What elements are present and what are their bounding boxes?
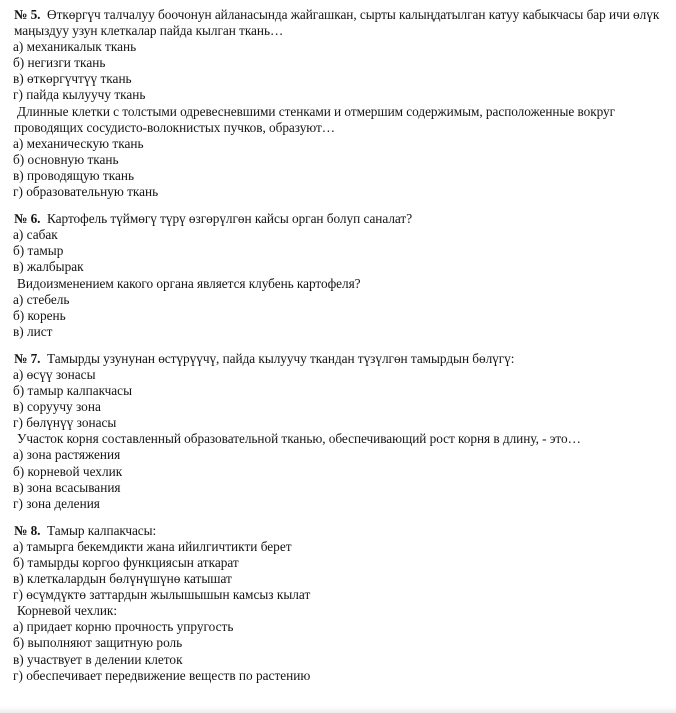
- question-5: [12, 7, 666, 200]
- question-5-kg-option-a: а) механикалык ткань: [13, 39, 137, 55]
- question-8-ru-option-d: г) обеспечивает передвижение веществ по растению: [13, 667, 311, 683]
- question-5-ru-option-d: г) образовательную ткань: [13, 184, 159, 200]
- question-6-number: № 6.: [14, 211, 41, 227]
- question-6-ru-option-b: б) корень: [13, 307, 66, 323]
- question-6-kg-text-1: Картофель түймөгү түрү өзгөрүлгөн кайсы орган болуп саналат?: [47, 211, 413, 227]
- question-7-ru-option-a: а) зона растяжения: [13, 447, 121, 463]
- question-5-ru-text-2: проводящих сосудисто-волокнистых пучков, образуют…: [14, 119, 336, 135]
- question-7-kg-text-1: Тамырды узунунан өстүрүүчү, пайда кылуучу ткандан түзүлгөн тамырдын бөлүгү:: [47, 350, 515, 366]
- question-7-kg-option-d: г) бөлүнүү зонасы: [13, 415, 117, 431]
- question-5-ru-option-a: а) механическую ткань: [13, 135, 144, 151]
- question-7-ru-option-c: в) зона всасывания: [13, 479, 121, 495]
- question-5-kg-option-c: в) өткөргүчтүү ткань: [13, 71, 132, 87]
- question-5-ru-option-c: в) проводящую ткань: [13, 167, 135, 183]
- question-7-kg-line-1: [12, 351, 666, 367]
- question-7: [12, 351, 666, 512]
- question-8-kg-option-d: г) өсүмдүктө заттардын жылышышын камсыз кылат: [13, 587, 311, 603]
- question-8: [12, 523, 666, 684]
- question-7-number: № 7.: [14, 350, 41, 366]
- question-6-kg-option-c: в) жалбырак: [13, 259, 84, 275]
- question-5-ru-option-b: б) основную ткань: [13, 151, 119, 167]
- question-5-kg-text-1: Өткөргүч талчалуу боочонун айланасында жайгашкан, сырты калыңдатылган катуу кабыкчасы бар ичи өлүк: [47, 7, 660, 22]
- question-7-kg-option-c: в) соруучу зона: [13, 399, 101, 415]
- question-8-ru-option-a: а) придает корню прочность упругость: [13, 619, 234, 635]
- question-6-ru-option-c: в) лист: [13, 323, 53, 339]
- page-bottom-shadow: [0, 707, 676, 713]
- question-6: [12, 211, 666, 340]
- question-7-ru-option-b: б) корневой чехлик: [13, 463, 123, 479]
- question-5-kg-text-2: маңыздуу узун клеткалар пайда кылган ткань…: [14, 23, 284, 39]
- question-5-kg-option-d: г) пайда кылуучу ткань: [13, 87, 146, 103]
- question-7-kg-option-b: б) тамыр калпакчасы: [13, 383, 133, 399]
- question-5-kg-option-b: б) негизги ткань: [13, 55, 106, 71]
- question-8-kg-option-a: а) тамырга бекемдикти жана ийилгичтикти берет: [13, 538, 292, 554]
- question-6-kg-line-1: [12, 211, 666, 227]
- question-6-ru-text-1: Видоизменением какого органа является клубень картофеля?: [17, 275, 361, 291]
- question-8-kg-text-1: Тамыр калпакчасы:: [47, 522, 157, 538]
- question-5-kg-line-1: [12, 7, 666, 23]
- question-6-ru-option-a: а) стебель: [13, 291, 70, 307]
- question-6-kg-option-b: б) тамыр: [13, 243, 64, 259]
- question-7-ru-text-1: Участок корня составленный образовательной тканью, обеспечивающий рост корня в длину, - это…: [17, 431, 581, 447]
- question-5-number: № 5.: [14, 7, 41, 22]
- question-6-kg-option-a: а) сабак: [13, 227, 58, 243]
- question-8-kg-line-1: [12, 523, 666, 539]
- question-5-ru-text-1: Длинные клетки с толстыми одревесневшими стенками и отмершим содержимым, расположенные вокруг: [17, 103, 616, 119]
- question-8-ru-text-1: Корневой чехлик:: [17, 603, 117, 619]
- question-7-ru-option-d: г) зона деления: [13, 495, 100, 511]
- question-8-number: № 8.: [14, 522, 41, 538]
- question-8-kg-option-c: в) клеткалардын бөлүнүшүнө катышат: [13, 571, 232, 587]
- question-8-kg-option-b: б) тамырды коргоо функциясын аткарат: [13, 555, 239, 570]
- question-8-ru-option-b: б) выполняют защитную роль: [13, 635, 183, 651]
- question-8-ru-option-c: в) участвует в делении клеток: [13, 651, 183, 667]
- question-7-kg-option-a: а) өсүү зонасы: [13, 366, 96, 382]
